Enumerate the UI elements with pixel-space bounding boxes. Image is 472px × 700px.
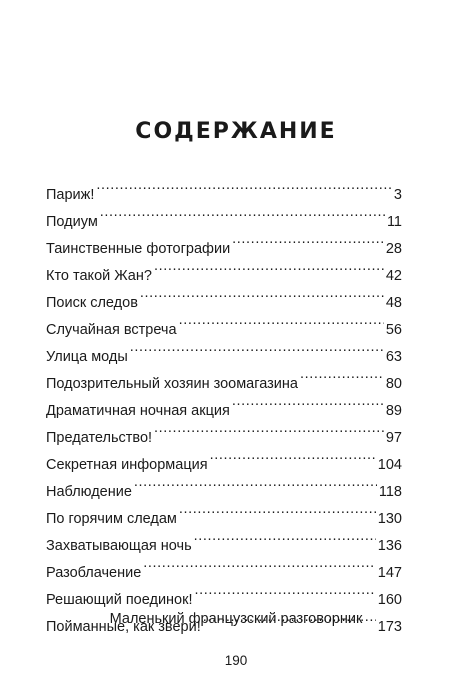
toc-entry-label: Разоблачение xyxy=(46,565,142,581)
dot-leader xyxy=(140,280,384,307)
dot-leader xyxy=(232,388,384,415)
toc-entry-label: Случайная встреча xyxy=(46,322,177,338)
toc-entry-label: Париж! xyxy=(46,187,95,203)
dot-leader xyxy=(134,469,377,496)
toc-entry-page: 48 xyxy=(385,295,402,311)
toc-entry-page: 104 xyxy=(377,457,402,473)
toc-entry-label: Улица моды xyxy=(46,349,128,365)
toc-entry-page: 97 xyxy=(385,430,402,446)
dot-leader xyxy=(154,415,384,442)
dot-leader xyxy=(154,253,384,280)
toc-entry-label: Секретная информация xyxy=(46,457,208,473)
toc-entry-page: 56 xyxy=(385,322,402,338)
toc-entry-page: 28 xyxy=(385,241,402,257)
toc-entry-page: 11 xyxy=(386,214,402,230)
toc-entry-page: 136 xyxy=(377,538,402,554)
toc-entry xyxy=(46,199,402,230)
toc-entry-label: По горячим следам xyxy=(46,511,177,527)
toc-entry-page: 173 xyxy=(377,619,402,635)
toc-entry-page: 3 xyxy=(393,187,402,203)
toc-entry-page: 80 xyxy=(385,376,402,392)
dot-leader xyxy=(96,172,392,199)
toc-entry-label: Захватывающая ночь xyxy=(46,538,192,554)
dot-leader xyxy=(195,577,376,604)
appendix-entry: Маленький французский разговорник xyxy=(109,611,363,627)
dot-leader xyxy=(179,307,384,334)
toc-entry-page: 147 xyxy=(377,565,402,581)
toc-entry-label: Решающий поединок! xyxy=(46,592,193,608)
toc-entry-page: 42 xyxy=(385,268,402,284)
dot-leader xyxy=(300,361,384,388)
toc-list xyxy=(46,172,402,635)
toc-entry-page: 63 xyxy=(385,349,402,365)
dot-leader xyxy=(179,496,376,523)
toc-entry-label: Пойманные, как звери! xyxy=(46,619,201,635)
toc-entry-page: 89 xyxy=(385,403,402,419)
dot-leader xyxy=(210,442,376,469)
toc-entry xyxy=(46,226,402,257)
dot-leader xyxy=(130,334,384,361)
toc-entry-page: 118 xyxy=(378,484,402,500)
toc-title: СОДЕРЖАНИЕ xyxy=(135,119,337,144)
toc-entry-label: Драматичная ночная акция xyxy=(46,403,230,419)
toc-entry-label: Поиск следов xyxy=(46,295,138,311)
toc-entry-label: Кто такой Жан? xyxy=(46,268,152,284)
toc-entry-page: 160 xyxy=(377,592,402,608)
toc-entry-label: Наблюдение xyxy=(46,484,132,500)
page-number: 190 xyxy=(224,653,248,668)
dot-leader xyxy=(194,523,376,550)
toc-entry-label: Подозрительный хозяин зоомагазина xyxy=(46,376,298,392)
dot-leader xyxy=(143,550,376,577)
toc-entry-label: Предательство! xyxy=(46,430,153,446)
dot-leader xyxy=(232,226,384,253)
toc-entry xyxy=(46,172,402,203)
dot-leader xyxy=(100,199,385,226)
toc-entry-page: 130 xyxy=(377,511,402,527)
toc-entry-label: Подиум xyxy=(46,214,98,230)
toc-entry-label: Таинственные фотографии xyxy=(46,241,231,257)
